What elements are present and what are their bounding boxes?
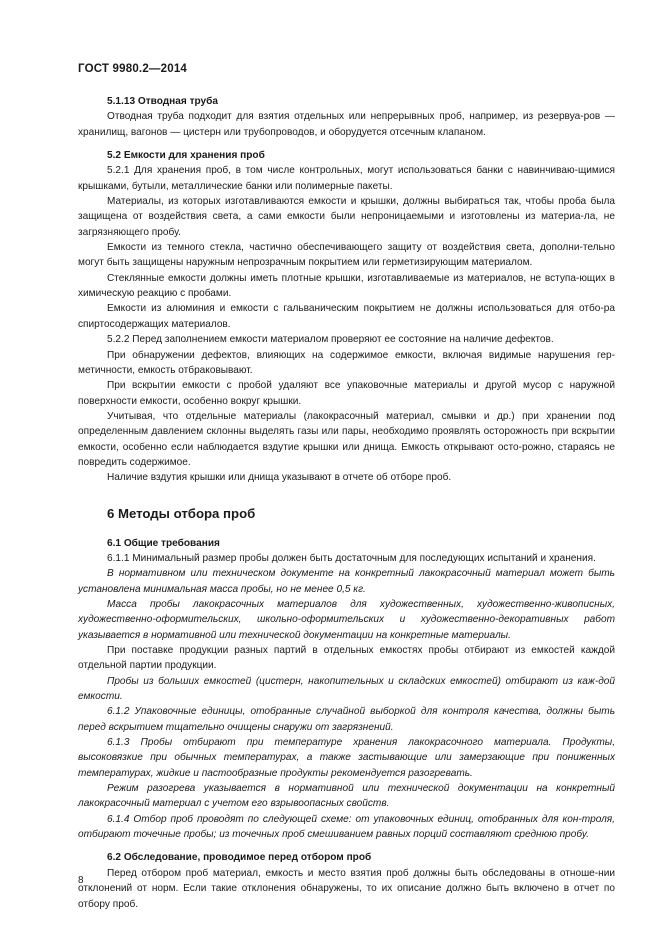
subsection-heading: 5.2 Емкости для хранения проб — [107, 150, 265, 162]
page-number: 8 — [78, 875, 84, 886]
paragraph: Перед отбором проб материал, емкость и место взятия проб должны быть обследованы в отноше-нии отклонений от норм. Если такие отклонения обнаружены, то их описание должно быть включено в отчет по отбору проб. — [78, 867, 615, 910]
paragraph: Емкости из темного стекла, частично обеспечивающего защиту от воздействия света, дополни-тельно могут быть защищены наружным непрозрачным покрытием или герметизирующим материалом. — [78, 242, 615, 269]
paragraph: При поставке продукции разных партий в отдельных емкостях пробы отбирают из емкостей каждой отдельной партии продукции. — [78, 645, 615, 672]
italic-paragraph: 6.1.4 Отбор проб проводят по следующей схеме: от упаковочных единиц, отобранных для кон-троля, отбирают точечные пробы; из точечных проб смешиванием равных порций составляют среднюю пробу. — [78, 813, 615, 841]
paragraph: Отводная труба подходит для взятия отдельных или непрерывных проб, например, из резервуа-ров — хранилищ, вагонов — цистерн или трубопроводов, и оборудуется отсечным клапаном. — [78, 111, 615, 138]
paragraph: При обнаружении дефектов, влияющих на содержимое емкости, включая видимые нарушения гер-метичности, емкость отбраковывают. — [78, 349, 615, 376]
italic-paragraph: Режим разогрева указывается в нормативной или технической документации на конкретный лакокрасочный материал с учетом его взрывоопасных свойств. — [78, 783, 615, 810]
paragraph: При вскрытии емкости с пробой удаляют все упаковочные материалы и другой мусор с наружной поверхности емкости, особенно вокруг крышки. — [78, 380, 615, 407]
subsection-heading: 6.1 Общие требования — [107, 537, 220, 549]
paragraph: Наличие вздутия крышки или днища указывают в отчете об отборе проб. — [107, 472, 452, 484]
italic-paragraph: Пробы из больших емкостей (цистерн, накопительных и складских емкостей) отбирают из каж-дой емкости. — [78, 675, 615, 703]
paragraph: 5.2.2 Перед заполнением емкости материалом проверяют ее состояние на наличие дефектов. — [107, 334, 554, 346]
paragraph: Емкости из алюминия и емкости с гальваническим покрытием не должны использоваться для отбо-ра спиртосодержащих материалов. — [78, 303, 615, 330]
paragraph: 6.1.1 Минимальный размер пробы должен быть достаточным для последующих испытаний и хранения. — [107, 552, 596, 564]
section-heading: 6 Методы отбора проб — [107, 505, 256, 521]
italic-paragraph: 6.1.3 Пробы отбирают при температуре хранения лакокрасочного материала. Продукты, высоковязкие при обычных температурах, а также застывающие или замерзающие при пониженных температурах, жидкие и пастообразные продукты рекомендуется разогревать. — [78, 737, 615, 779]
subsection-heading: 5.1.13 Отводная труба — [107, 96, 219, 107]
paragraph: Стеклянные емкости должны иметь плотные крышки, изготавливаемые из материалов, не вступа-ющих в химическую реакцию с пробами. — [78, 272, 615, 300]
paragraph: 5.2.1 Для хранения проб, в том числе контрольных, могут использоваться банки с навинчиваю-щимися крышками, бутыли, металлические банки или полимерные пакеты. — [78, 165, 615, 192]
paragraph: Материалы, из которых изготавливаются емкости и крышки, должны выбираться так, чтобы проба была защищена от воздействия света, а сами емкости были непроницаемыми и изготовлены из материа-ла, не загрязняющего пробу. — [78, 196, 615, 238]
italic-paragraph: 6.1.2 Упаковочные единицы, отобранные случайной выборкой для контроля качества, должны быть перед вскрытием тщательно очищены снаружи от загрязнений. — [78, 706, 615, 733]
italic-paragraph: Масса пробы лакокрасочных материалов для художественных, художественно-живописных, художественно-оформительских, школьно-оформительских и художественно-декоративных работ указывается в нормативной или технической документации на конкретные материалы. — [78, 598, 615, 641]
paragraph: Учитывая, что отдельные материалы (лакокрасочный материал, смывки и др.) при хранении под определенным давлением склонны выделять газы или пары, необходимо проявлять осторожность при вскрытии емкости, особенно если наблюдается вздутие крышки или днища. Емкость открывают осто-рожно, стараясь не повредить содержимое. — [78, 410, 615, 468]
document-body — [78, 94, 615, 912]
subsection-heading: 6.2 Обследование, проводимое перед отбором проб — [107, 852, 372, 864]
italic-paragraph: В нормативном или техническом документе на конкретный лакокрасочный материал может быть установлена минимальная масса пробы, но не менее 0,5 кг. — [78, 568, 615, 595]
document-code-header: ГОСТ 9980.2—2014 — [78, 63, 188, 75]
